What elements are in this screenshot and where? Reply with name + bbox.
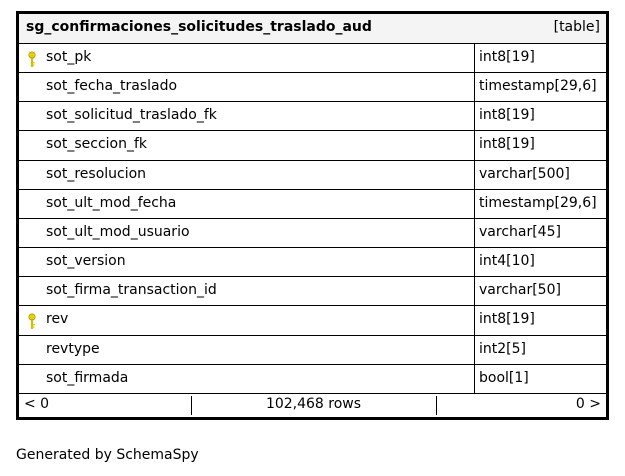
column-list <box>19 44 606 394</box>
column-type: int4[10] <box>479 253 535 270</box>
column-row[interactable] <box>19 73 606 102</box>
table-kind-label: [table] <box>553 19 600 35</box>
column-divider <box>474 365 475 393</box>
column-divider <box>474 102 475 130</box>
column-type: int8[19] <box>479 311 535 328</box>
column-row[interactable] <box>19 131 606 160</box>
column-type: int8[19] <box>479 49 535 65</box>
column-row[interactable] <box>19 102 606 131</box>
generated-by-note: Generated by SchemaSpy <box>16 447 199 463</box>
column-type: int8[19] <box>479 107 535 124</box>
column-type: bool[1] <box>479 369 529 386</box>
table-header <box>19 14 606 44</box>
column-name: rev <box>46 311 69 328</box>
column-type: varchar[45] <box>479 223 561 240</box>
column-name: sot_solicitud_traslado_fk <box>46 107 217 124</box>
table-box <box>16 11 609 420</box>
column-row[interactable] <box>19 336 606 365</box>
column-divider <box>474 44 475 72</box>
column-divider <box>474 306 475 334</box>
column-name: sot_seccion_fk <box>46 136 148 153</box>
column-divider <box>474 190 475 218</box>
table-name[interactable]: sg_confirmaciones_solicitudes_traslado_aud <box>26 19 372 35</box>
column-name: sot_ult_mod_fecha <box>46 194 177 211</box>
column-divider <box>474 131 475 159</box>
column-name: sot_pk <box>46 49 92 65</box>
column-row[interactable] <box>19 365 606 394</box>
column-divider <box>474 219 475 247</box>
column-name: sot_firma_transaction_id <box>46 282 217 299</box>
next-relations-count[interactable]: 0 > <box>575 396 601 412</box>
column-type: timestamp[29,6] <box>479 194 597 211</box>
column-row[interactable] <box>19 277 606 306</box>
footer-divider <box>436 396 437 415</box>
column-name: sot_fecha_traslado <box>46 78 178 95</box>
table-footer <box>19 394 606 417</box>
key-icon <box>27 313 37 329</box>
column-type: int2[5] <box>479 340 526 357</box>
column-divider <box>474 248 475 276</box>
column-row[interactable] <box>19 248 606 277</box>
prev-relations-count[interactable]: < 0 <box>24 396 50 412</box>
column-row[interactable] <box>19 306 606 335</box>
key-icon <box>27 51 37 67</box>
column-row[interactable] <box>19 190 606 219</box>
column-name: sot_firmada <box>46 369 129 386</box>
column-row[interactable] <box>19 44 606 73</box>
column-row[interactable] <box>19 219 606 248</box>
row-count: 102,468 rows <box>265 396 362 412</box>
column-name: revtype <box>46 340 100 357</box>
column-type: timestamp[29,6] <box>479 78 597 95</box>
column-divider <box>474 161 475 189</box>
column-type: varchar[50] <box>479 282 561 299</box>
column-type: varchar[500] <box>479 165 570 182</box>
column-divider <box>474 73 475 101</box>
column-name: sot_version <box>46 253 126 270</box>
column-name: sot_resolucion <box>46 165 147 182</box>
column-divider <box>474 277 475 305</box>
column-row[interactable] <box>19 161 606 190</box>
column-name: sot_ult_mod_usuario <box>46 223 190 240</box>
column-type: int8[19] <box>479 136 535 153</box>
column-divider <box>474 336 475 364</box>
